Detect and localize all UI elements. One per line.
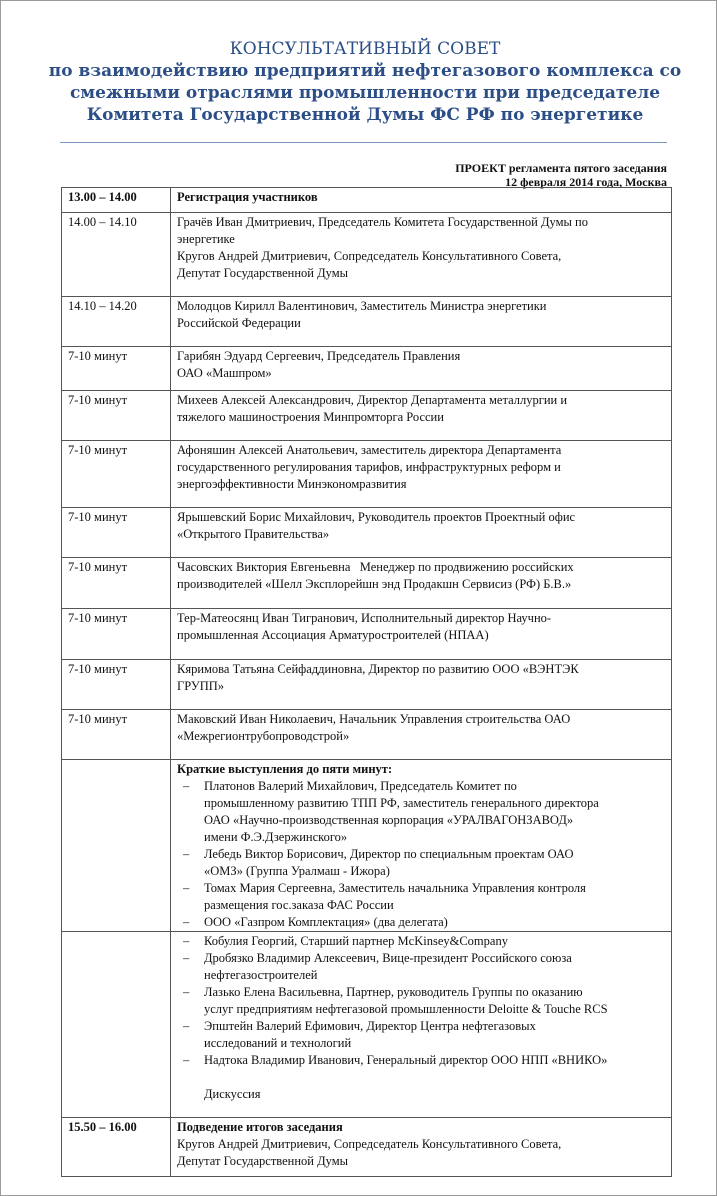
discussion-label: Дискуссия [204,1087,261,1101]
council-subtitle-line-2: смежными отраслями промышленности при председателе [69,83,661,103]
agenda-item-line: энергетике [177,232,235,246]
agenda-item-line: Молодцов Кирилл Валентинович, Заместитель Министра энергетики [177,299,547,313]
agenda-item-line: «Открытого Правительства» [177,527,330,541]
agenda-item-line: Кругов Андрей Дмитриевич, Сопредседатель Консультативного Совета, [177,1137,562,1151]
agenda-time: 7-10 минут [62,347,171,391]
agenda-item-line: Депутат Государственной Думы [177,1154,349,1168]
list-item-line: услуг предприятиям нефтегазовой промышленности Deloitte & Touche RCS [204,1002,608,1016]
list-item [183,914,665,931]
agenda-item-line: тяжелого машиностроения Минпромторга России [177,410,444,424]
list-item [183,778,665,846]
agenda-time: 7-10 минут [62,508,171,558]
list-item-line: размещения гос.заказа ФАС России [204,898,394,912]
document-meta [455,161,667,189]
list-item [183,1018,665,1052]
agenda-item [171,213,672,297]
agenda-body [62,188,672,1177]
agenda-row [62,558,672,609]
agenda-item-line: Российской Федерации [177,316,301,330]
agenda-row-registration [62,188,672,213]
list-item-line: – Надтока Владимир Иванович, Генеральный директор ООО НПП «ВНИКО» [204,1053,608,1067]
agenda-time-empty [62,760,171,932]
list-item [183,846,665,880]
council-subtitle-line-1: по взаимодействию предприятий нефтегазового комплекса со [48,61,682,81]
closing-title: Подведение итогов заседания [177,1120,343,1134]
agenda-item-line: Гарибян Эдуард Сергеевич, Председатель Правления [177,349,461,363]
short-talks-title: Краткие выступления до пяти минут: [177,762,393,776]
agenda-time: 13.00 – 14.00 [62,188,171,213]
agenda-item [171,558,672,609]
council-title: КОНСУЛЬТАТИВНЫЙ СОВЕТ [229,39,501,59]
list-item [183,984,665,1018]
agenda-item-line: Кругов Андрей Дмитриевич, Сопредседатель Консультативного Совета, [177,249,562,263]
list-item-line: – Платонов Валерий Михайлович, Председатель Комитет по [204,779,517,793]
short-talks-list [177,778,665,931]
agenda-table [61,187,672,1177]
list-item-line: – Лазько Елена Васильевна, Партнер, руководитель Группы по оказанию [204,985,583,999]
agenda-item-line: Грачёв Иван Дмитриевич, Председатель Комитета Государственной Думы по [177,215,588,229]
agenda-row-minister [62,297,672,347]
agenda-item-line: Тер-Матеосянц Иван Тигранович, Исполнительный директор Научно- [177,611,552,625]
agenda-time: 14.00 – 14.10 [62,213,171,297]
agenda-time: 7-10 минут [62,710,171,760]
agenda-row [62,347,672,391]
agenda-item-line: Ярышевский Борис Михайлович, Руководитель проектов Проектный офис [177,510,576,524]
agenda-row [62,441,672,508]
agenda-item-line: ОАО «Машпром» [177,366,272,380]
list-item [183,950,665,984]
agenda-item [171,1118,672,1177]
agenda-time: 14.10 – 14.20 [62,297,171,347]
speakers-cell [171,932,672,1118]
agenda-item [171,609,672,660]
list-item-line: – ООО «Газпром Комплектация» (два делегата) [204,915,448,929]
list-item-line: ОАО «Научно-производственная корпорация «УРАЛВАГОНЗАВОД» [204,813,574,827]
agenda-item [171,391,672,441]
agenda-item-line: промышленная Ассоциация Арматуростроителей (НПАА) [177,628,489,642]
agenda-row [62,710,672,760]
agenda-time: 7-10 минут [62,441,171,508]
list-item-line: – Эпштейн Валерий Ефимович, Директор Центра нефтегазовых [204,1019,536,1033]
agenda-item [171,188,672,213]
agenda-item [171,347,672,391]
document-header [40,38,690,126]
agenda-item-line: Депутат Государственной Думы [177,266,349,280]
list-item-line: – Дробязко Владимир Алексеевич, Вице-президент Российского союза [204,951,572,965]
agenda-item-line: ГРУПП» [177,679,225,693]
short-talks-cell [171,760,672,932]
header-divider [60,142,667,143]
list-item-line: – Кобулия Георгий, Старший партнер McKinsey&Company [204,934,508,948]
list-item [183,880,665,914]
list-item-line: «ОМЗ» (Группа Уралмаш - Ижора) [204,864,390,878]
list-item-line: исследований и технологий [204,1036,352,1050]
agenda-time: 7-10 минут [62,558,171,609]
agenda-row-speakers-2 [62,932,672,1118]
agenda-item [171,508,672,558]
list-item-line: промышленному развитию ТПП РФ, заместитель генерального директора [204,796,599,810]
agenda-row-short-talks [62,760,672,932]
agenda-item [171,710,672,760]
list-item [183,933,665,950]
list-item [183,1052,665,1069]
agenda-item-line: Маковский Иван Николаевич, Начальник Управления строительства ОАО [177,712,571,726]
meeting-date-place: 12 февраля 2014 года, Москва [505,175,667,189]
agenda-item-line: Кяримова Татьяна Сейфаддиновна, Директор по развитию ООО «ВЭНТЭК [177,662,579,676]
agenda-item-line: государственного регулирования тарифов, инфраструктурных реформ и [177,460,561,474]
agenda-item-line: производителей «Шелл Эксплорейшн энд Продакшн Сервисиз (РФ) Б.В.» [177,577,572,591]
agenda-row-opening [62,213,672,297]
agenda-time: 7-10 минут [62,391,171,441]
list-item-line: – Томах Мария Сергеевна, Заместитель начальника Управления контроля [204,881,586,895]
list-item-line: – Лебедь Виктор Борисович, Директор по специальным проектам ОАО [204,847,574,861]
agenda-time-empty [62,932,171,1118]
agenda-item-line: Регистрация участников [177,190,318,204]
agenda-row [62,660,672,710]
agenda-item [171,660,672,710]
agenda-time: 7-10 минут [62,609,171,660]
agenda-item-line: Часовских Виктория Евгеньевна Менеджер по продвижению российских [177,560,574,574]
list-item-line: нефтегазостроителей [204,968,318,982]
document-title: ПРОЕКТ регламента пятого заседания [455,161,667,175]
council-subtitle-line-3: Комитета Государственной Думы ФС РФ по энергетике [86,105,644,125]
speakers-list [177,933,665,1069]
agenda-time: 15.50 – 16.00 [62,1118,171,1177]
agenda-row [62,508,672,558]
agenda-item-line: энергоэффективности Минэкономразвития [177,477,407,491]
agenda-time: 7-10 минут [62,660,171,710]
agenda-item-line: Михеев Алексей Александрович, Директор Департамента металлургии и [177,393,568,407]
agenda-item-line: Афоняшин Алексей Анатольевич, заместитель директора Департамента [177,443,562,457]
agenda-item-line: «Межрегионтрубопроводстрой» [177,729,350,743]
agenda-row-closing [62,1118,672,1177]
agenda-row [62,391,672,441]
list-item-line: имени Ф.Э.Дзержинского» [204,830,348,844]
agenda-item [171,441,672,508]
agenda-item [171,297,672,347]
agenda-row [62,609,672,660]
